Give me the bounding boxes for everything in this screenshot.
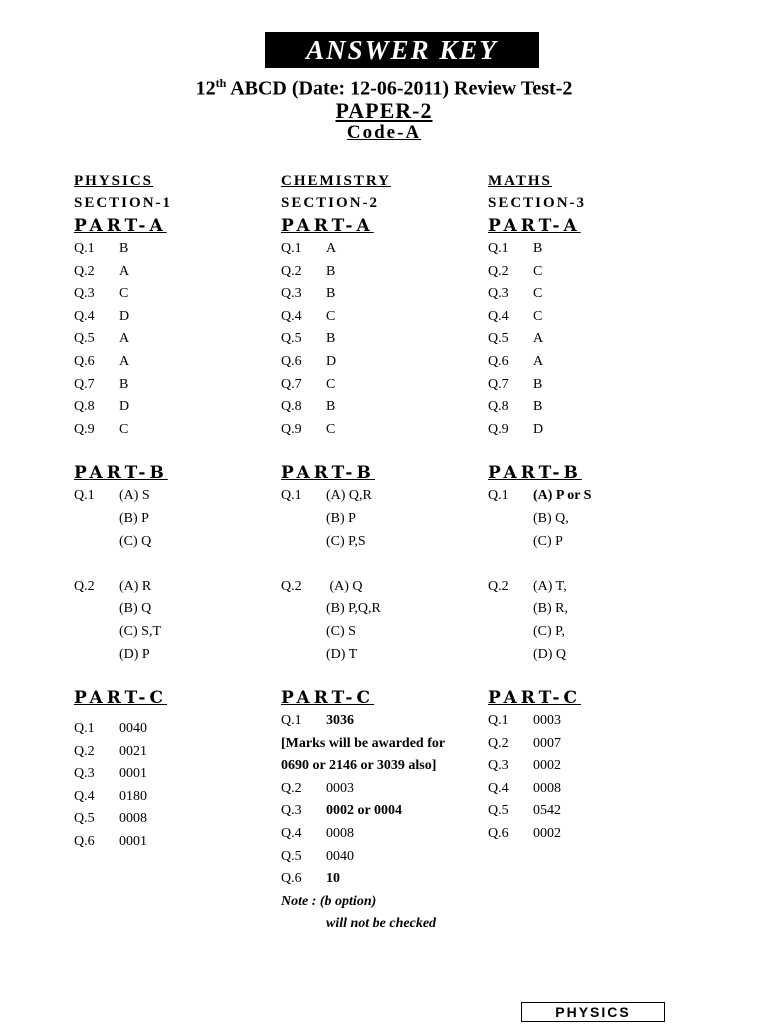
answer-row <box>281 238 481 261</box>
answer-row <box>74 741 274 764</box>
section-heading: SECTION-2 <box>281 195 380 211</box>
part-b-q2-answers <box>74 576 274 666</box>
answer-row <box>281 710 481 733</box>
answer-value: D <box>326 353 337 369</box>
answer-row <box>74 576 274 599</box>
answer-row <box>281 868 481 891</box>
answer-value: B <box>533 376 543 392</box>
answer-value: C <box>119 421 129 437</box>
answer-value: 0007 <box>533 735 561 751</box>
answer-row <box>281 598 481 621</box>
part-b-q2-answers <box>281 576 481 666</box>
answer-value: 0040 <box>119 721 147 737</box>
answer-value: C <box>533 286 543 302</box>
answer-value: 0008 <box>119 811 147 827</box>
answer-row <box>74 351 274 374</box>
answer-row <box>74 328 274 351</box>
answer-row <box>281 621 481 644</box>
answer-value: 0002 <box>533 758 561 774</box>
answer-value: (D) T <box>326 646 358 662</box>
answer-row <box>281 419 481 442</box>
answer-value: D <box>119 399 130 415</box>
question-number: Q.1 <box>74 488 95 504</box>
answer-value: (B) Q <box>119 601 152 617</box>
part-b-q1-answers <box>488 508 688 553</box>
question-number: Q.3 <box>74 286 95 302</box>
answer-value: B <box>119 376 129 392</box>
part-b-heading: PART-B <box>74 463 168 484</box>
part-c-heading: PART-C <box>281 688 374 709</box>
answer-row <box>281 283 481 306</box>
question-number: Q.3 <box>281 286 302 302</box>
section-heading: SECTION-1 <box>74 195 173 211</box>
paper-title: PAPER-2 <box>335 98 433 123</box>
answer-value: (B) P <box>326 510 356 526</box>
answer-value: 10 <box>326 871 340 887</box>
answer-value: (C) P, <box>533 623 565 639</box>
answer-value: B <box>326 286 336 302</box>
answer-value: B <box>533 241 543 256</box>
question-number: Q.4 <box>488 780 509 796</box>
part-c-q6-answer <box>281 868 481 891</box>
answer-row <box>488 598 688 621</box>
answer-row <box>74 419 274 442</box>
answer-value: (A) Q,R <box>326 488 372 504</box>
question-number: Q.6 <box>488 826 509 842</box>
answer-row <box>488 306 688 329</box>
question-number: Q.8 <box>281 399 302 415</box>
answer-value: A <box>326 241 337 256</box>
question-number: Q.3 <box>74 766 95 782</box>
answer-value: (A) Q <box>326 578 363 594</box>
answer-row <box>281 800 481 823</box>
question-number: Q.2 <box>281 263 302 279</box>
question-number: Q.7 <box>281 376 302 392</box>
answer-row <box>281 374 481 397</box>
question-number: Q.2 <box>74 743 95 759</box>
test-subtitle: 12th ABCD (Date: 12-06-2011) Review Test-2 <box>195 76 573 100</box>
answer-row <box>74 238 274 261</box>
answer-row <box>281 823 481 846</box>
answer-key-banner: ANSWER KEY <box>265 32 539 68</box>
answer-value: (A) T, <box>533 578 567 594</box>
answer-row <box>281 644 481 667</box>
question-number: Q.1 <box>281 488 302 504</box>
answer-value: B <box>326 399 336 415</box>
answer-value: 0002 or 0004 <box>326 803 402 819</box>
answer-value: (A) R <box>119 578 152 594</box>
part-b-q1-first-answer <box>488 485 688 508</box>
answer-value: A <box>119 331 130 347</box>
answer-value: (D) Q <box>533 646 567 662</box>
part-c-q2-answer <box>281 778 481 801</box>
answer-row <box>74 598 274 621</box>
answer-value: 0021 <box>119 743 147 759</box>
marks-note-line-2: 0690 or 2146 or 3039 also] <box>281 758 437 774</box>
part-c-q1-answer <box>281 710 481 733</box>
question-number: Q.6 <box>74 834 95 850</box>
part-a-heading: PART-A <box>74 216 167 236</box>
part-b-heading: PART-B <box>281 463 375 484</box>
answer-value: 0001 <box>119 766 147 782</box>
chemistry-column <box>281 170 481 936</box>
question-number: Q.4 <box>74 308 95 324</box>
answer-row <box>488 261 688 284</box>
answer-row <box>74 374 274 397</box>
marks-note-line-1: [Marks will be awarded for <box>281 735 446 751</box>
answer-row <box>488 485 688 508</box>
question-number: Q.5 <box>488 331 509 347</box>
answer-row <box>488 328 688 351</box>
answer-value: 0040 <box>326 848 354 864</box>
question-number: Q.2 <box>488 263 509 279</box>
part-a-answers <box>74 238 274 441</box>
answer-row <box>281 778 481 801</box>
question-number: Q.2 <box>281 578 302 594</box>
question-number: Q.5 <box>74 811 95 827</box>
answer-row <box>281 846 481 869</box>
answer-value: A <box>533 353 544 369</box>
answer-row <box>74 283 274 306</box>
answer-value: (C) S <box>326 623 356 639</box>
answer-value: (C) P <box>533 533 563 549</box>
physics-column <box>74 170 274 854</box>
answer-value: B <box>119 241 129 256</box>
answer-row <box>488 576 688 599</box>
part-b-q1-answers <box>281 485 481 553</box>
answer-value: C <box>533 263 543 279</box>
answer-value: 0003 <box>326 780 354 796</box>
answer-row <box>488 733 688 756</box>
question-number: Q.4 <box>281 308 302 324</box>
part-b-q2-answers <box>488 576 688 666</box>
answer-value: B <box>326 263 336 279</box>
question-number: Q.5 <box>281 331 302 347</box>
answer-row <box>488 755 688 778</box>
question-number: Q.3 <box>488 286 509 302</box>
answer-row <box>488 710 688 733</box>
answer-row <box>488 374 688 397</box>
answer-value: (D) P <box>119 646 150 662</box>
answer-value: (A) P or S <box>533 488 592 504</box>
question-number: Q.3 <box>488 758 509 774</box>
question-number: Q.2 <box>74 263 95 279</box>
answer-value: C <box>326 376 336 392</box>
answer-row <box>488 823 688 846</box>
answer-row <box>281 396 481 419</box>
question-number: Q.9 <box>488 421 509 437</box>
part-b-q1-answers <box>74 485 274 553</box>
answer-row <box>488 419 688 442</box>
note-line-2: will not be checked <box>326 916 437 932</box>
answer-value: C <box>326 308 336 324</box>
answer-value: 0180 <box>119 788 147 804</box>
answer-row <box>74 508 274 531</box>
answer-row <box>488 396 688 419</box>
question-number: Q.7 <box>488 376 509 392</box>
part-a-answers <box>488 238 688 441</box>
answer-value: 0002 <box>533 826 561 842</box>
answer-row <box>74 644 274 667</box>
question-number: Q.5 <box>281 848 302 864</box>
answer-row <box>488 238 688 261</box>
answer-row <box>74 485 274 508</box>
question-number: Q.4 <box>74 788 95 804</box>
part-c-q4-q5-answers <box>281 823 481 868</box>
question-number: Q.4 <box>488 308 509 324</box>
maths-column <box>488 170 688 846</box>
answer-value: 0001 <box>119 834 147 850</box>
subject-heading: MATHS <box>488 173 552 189</box>
part-c-q3-answer <box>281 800 481 823</box>
answer-value: C <box>533 308 543 324</box>
footer-subject-label: PHYSICS <box>521 1002 665 1022</box>
part-a-heading: PART-A <box>281 216 374 236</box>
question-number: Q.5 <box>74 331 95 347</box>
answer-row <box>74 261 274 284</box>
question-number: Q.1 <box>488 713 509 729</box>
answer-value: D <box>119 308 130 324</box>
part-a-answers <box>281 238 481 441</box>
question-number: Q.4 <box>281 826 302 842</box>
question-number: Q.5 <box>488 803 509 819</box>
answer-value: 0003 <box>533 713 561 729</box>
answer-row <box>74 786 274 809</box>
answer-row <box>281 485 481 508</box>
answer-value: B <box>326 331 336 347</box>
answer-value: A <box>533 331 544 347</box>
answer-row <box>488 283 688 306</box>
question-number: Q.1 <box>488 488 509 504</box>
question-number: Q.1 <box>281 713 302 729</box>
answer-row <box>488 800 688 823</box>
answer-row <box>281 531 481 554</box>
part-a-heading: PART-A <box>488 216 581 236</box>
question-number: Q.6 <box>281 871 302 887</box>
answer-value: A <box>119 263 130 279</box>
answer-value: 0542 <box>533 803 561 819</box>
answer-row <box>74 718 274 741</box>
question-number: Q.6 <box>74 353 95 369</box>
answer-row <box>74 531 274 554</box>
question-number: Q.6 <box>281 353 302 369</box>
answer-value: (A) S <box>119 488 150 504</box>
part-c-heading: PART-C <box>74 688 167 709</box>
question-number: Q.3 <box>281 803 302 819</box>
question-number: Q.2 <box>281 780 302 796</box>
question-number: Q.9 <box>281 421 302 437</box>
answer-row <box>281 328 481 351</box>
answer-value: C <box>119 286 129 302</box>
answer-row <box>281 306 481 329</box>
answer-value: (B) Q, <box>533 510 569 526</box>
question-number: Q.6 <box>488 353 509 369</box>
answer-value: A <box>119 353 130 369</box>
question-number: Q.7 <box>74 376 95 392</box>
answer-value: D <box>533 421 544 437</box>
answer-row <box>488 531 688 554</box>
question-number: Q.2 <box>74 578 95 594</box>
question-number: Q.1 <box>488 241 509 256</box>
question-number: Q.1 <box>281 241 302 256</box>
answer-row <box>281 508 481 531</box>
subject-heading: PHYSICS <box>74 173 154 189</box>
answer-value: (B) P,Q,R <box>326 601 381 617</box>
answer-value: 0008 <box>533 780 561 796</box>
answer-row <box>488 351 688 374</box>
subject-heading: CHEMISTRY <box>281 173 391 189</box>
question-number: Q.1 <box>74 241 95 256</box>
answer-value: 0008 <box>326 826 354 842</box>
question-number: Q.2 <box>488 578 509 594</box>
answer-value: (C) S,T <box>119 623 161 639</box>
answer-row <box>74 763 274 786</box>
answer-row <box>488 644 688 667</box>
answer-row <box>74 396 274 419</box>
answer-row <box>74 621 274 644</box>
answer-row <box>281 351 481 374</box>
answer-row <box>74 831 274 854</box>
question-number: Q.2 <box>488 735 509 751</box>
answer-value: (C) P,S <box>326 533 366 549</box>
answer-row <box>488 778 688 801</box>
answer-value: B <box>533 399 543 415</box>
answer-value: (B) R, <box>533 601 568 617</box>
note-line-1: Note : (b option) <box>281 893 377 909</box>
question-number: Q.8 <box>74 399 95 415</box>
question-number: Q.1 <box>74 721 95 737</box>
answer-row <box>74 808 274 831</box>
answer-row <box>281 576 481 599</box>
answer-row <box>281 261 481 284</box>
answer-value: (C) Q <box>119 533 152 549</box>
part-c-answers <box>488 710 688 846</box>
answer-value: 3036 <box>326 713 354 729</box>
answer-row <box>488 508 688 531</box>
question-number: Q.8 <box>488 399 509 415</box>
answer-row <box>74 306 274 329</box>
part-c-heading: PART-C <box>488 688 581 709</box>
section-heading: SECTION-3 <box>488 195 587 211</box>
part-c-answers <box>74 718 274 854</box>
part-b-heading: PART-B <box>488 463 582 484</box>
code-title: Code-A <box>346 122 422 143</box>
question-number: Q.9 <box>74 421 95 437</box>
answer-value: (B) P <box>119 510 149 526</box>
answer-row <box>488 621 688 644</box>
answer-value: C <box>326 421 336 437</box>
